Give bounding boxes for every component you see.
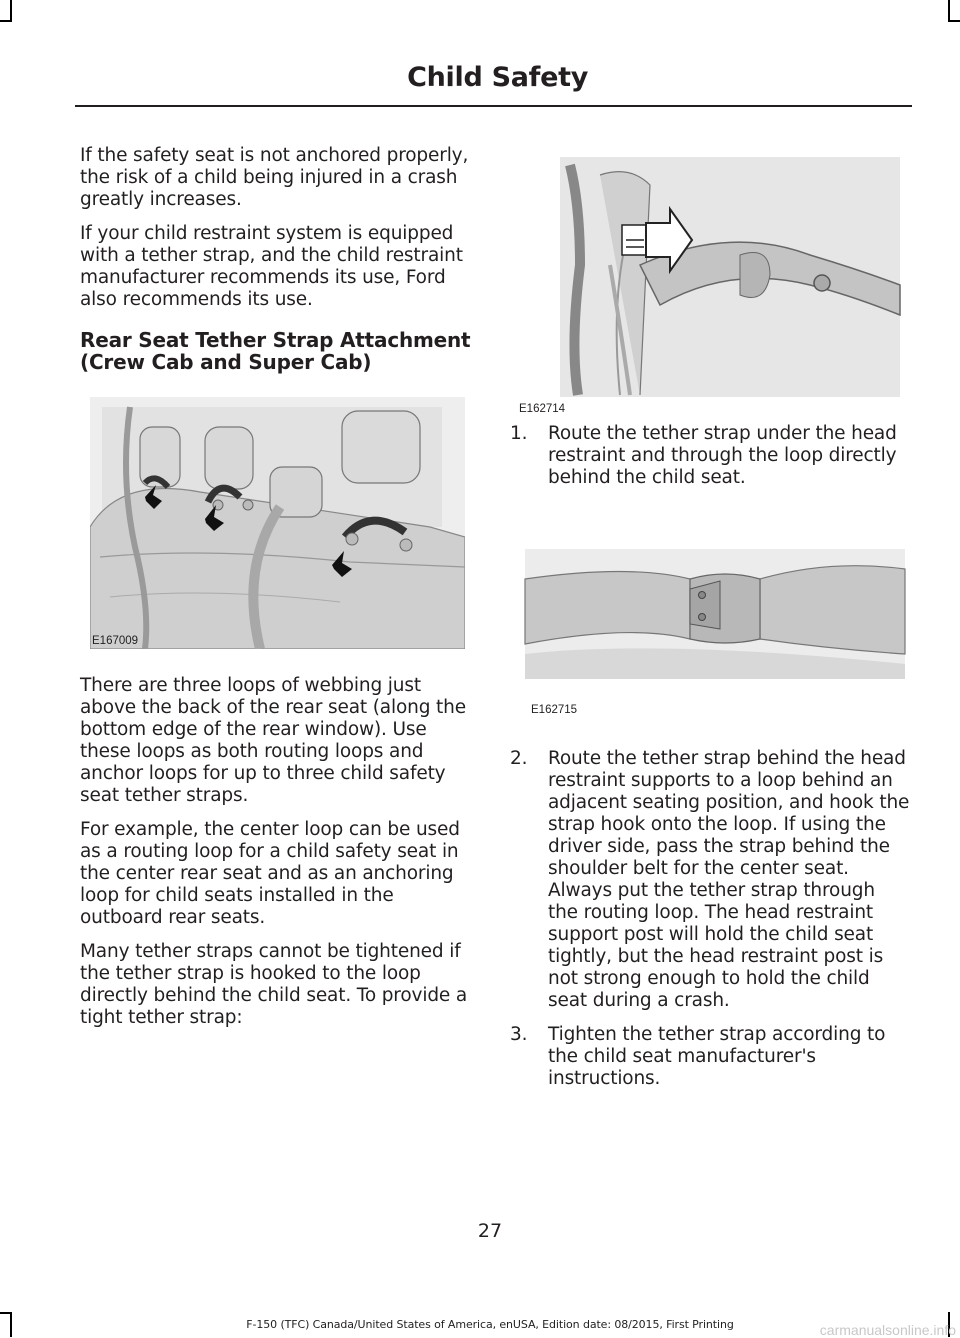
figure-code: E162714 [519, 403, 566, 415]
crop-mark [948, 0, 950, 22]
strap-loop-figure [510, 529, 910, 734]
left-column [80, 145, 480, 1041]
paragraph-tether-recommendation: If your child restraint system is equipped with a tether strap, and the child restraint manufacturer recommends its use, Ford also recommends its use. [80, 223, 463, 310]
crop-mark [948, 20, 960, 22]
step-2 [510, 748, 910, 1012]
crop-mark [0, 1312, 12, 1314]
figure-code: E162715 [531, 704, 578, 716]
step-number: 1. [510, 423, 528, 444]
header-divider [75, 105, 912, 107]
page-number: 27 [477, 1220, 503, 1242]
step-number: 2. [510, 748, 528, 769]
rear-seat-figure [90, 397, 465, 649]
right-column [510, 145, 910, 1102]
paragraph-anchor-warning: If the safety seat is not anchored properly, the risk of a child being injured in a crash greatly increases. [80, 145, 469, 210]
tether-routing-figure [510, 145, 910, 417]
crop-mark [10, 0, 12, 22]
paragraph-tight-tether: Many tether straps cannot be tightened if the tether strap is hooked to the loop directly behind the child seat. To provide a tight tether strap: [80, 941, 468, 1028]
page-title: Child Safety [407, 62, 588, 93]
watermark: carmanualsonline.info [819, 1322, 956, 1338]
step-text: Route the tether strap under the head restraint and through the loop directly behind the child seat. [548, 423, 897, 488]
paragraph-center-loop-example: For example, the center loop can be used as a routing loop for a child safety seat in the center rear seat and as an anchoring loop for child seats installed in the outboard rear seats. [80, 819, 460, 928]
tether-steps-list [510, 423, 910, 489]
rear-seat-illustration [90, 397, 465, 649]
step-number: 3. [510, 1024, 528, 1045]
step-text: Route the tether strap behind the head restraint supports to a loop behind an adjacent seating position, and hook the strap hook onto the loop. If using the driver side, pass the strap behind the shoulder belt for the center seat. Always put the tether strap through the routing loop. The head restraint support post will hold the child seat tightly, but the head restraint post is not strong enough to hold the child seat during a crash. [548, 748, 910, 1011]
edition-footer: F-150 (TFC) Canada/United States of America, enUSA, Edition date: 08/2015, First Printing [246, 1318, 734, 1331]
tether-steps-list-continued [510, 748, 910, 1090]
crop-mark [0, 20, 12, 22]
tether-routing-illustration [510, 145, 910, 400]
strap-loop-illustration [510, 529, 910, 709]
step-text: Tighten the tether strap according to the child seat manufacturer's instructions. [548, 1024, 886, 1089]
section-heading: Rear Seat Tether Strap Attachment (Crew Cab and Super Cab) [80, 328, 471, 374]
paragraph-three-loops: There are three loops of webbing just above the back of the rear seat (along the bottom edge of the rear window). Use these loops as both routing loops and anchor loops for up to three child safety seat tether straps. [80, 675, 466, 806]
step-1 [510, 423, 910, 489]
figure-code: E167009 [92, 635, 139, 647]
step-3 [510, 1024, 910, 1090]
